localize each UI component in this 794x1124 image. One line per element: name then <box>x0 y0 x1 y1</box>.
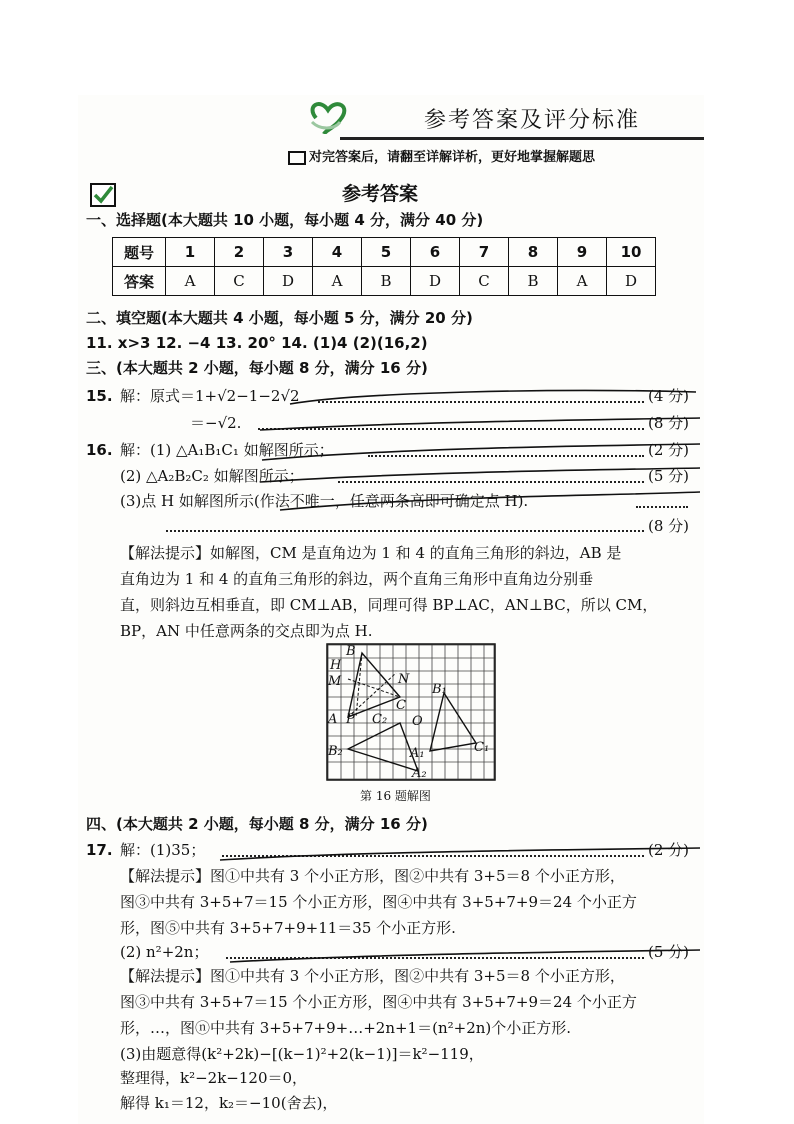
label-a: A <box>328 712 338 727</box>
q15-line1: 解：原式＝1+√2−1−2√2 <box>120 387 300 405</box>
table-cell: D <box>607 267 656 296</box>
table-cell: 9 <box>558 238 607 267</box>
table-cell: 6 <box>411 238 460 267</box>
part1-heading: 一、选择题(本大题共 10 小题，每小题 4 分，满分 40 分) <box>86 211 484 229</box>
table-cell: C <box>215 267 264 296</box>
q16-score2: (5 分) <box>648 467 690 485</box>
table-row-numbers <box>113 238 656 267</box>
q17-line1: 解：(1)35； <box>120 841 206 859</box>
banner-note-text: 对完答案后，请翻至详解详析，更好地掌握解题思 <box>309 150 596 165</box>
banner-title: 参考答案及评分标准 <box>424 108 641 133</box>
q16-score3: (8 分) <box>648 517 690 535</box>
q15-score2: (8 分) <box>648 414 690 432</box>
q15-label: 15. <box>86 387 113 405</box>
q17-hint1-line: 形，图⑤中共有 3+5+7+9+11＝35 个小正方形. <box>120 919 456 937</box>
q15-line2: ＝−√2. <box>190 414 242 432</box>
table-cell: 5 <box>362 238 411 267</box>
q17-hint1-line: 【解法提示】图①中共有 3 个小正方形，图②中共有 3+5＝8 个小正方形， <box>120 867 625 885</box>
table-cell: D <box>264 267 313 296</box>
table-header-answer: 答案 <box>113 267 166 296</box>
q17-line2: (2) n²+2n； <box>120 943 209 961</box>
table-cell: 1 <box>166 238 215 267</box>
table-cell: A <box>166 267 215 296</box>
leader-dots <box>258 428 644 430</box>
label-c: C <box>396 698 406 713</box>
label-m: M <box>328 674 342 689</box>
q17-label: 17. <box>86 841 113 859</box>
fill-blank-answers: 11. x>3 12. −4 13. 20° 14. (1)4 (2)(16,2) <box>86 334 428 352</box>
altitude-bp <box>356 653 362 717</box>
leader-dots <box>166 530 644 532</box>
label-o: O <box>412 714 423 729</box>
altitude-an <box>348 673 396 717</box>
q17-hint2-line: 图③中共有 3+5+7＝15 个小正方形，图④中共有 3+5+7+9＝24 个小正方 <box>120 993 637 1011</box>
check-icon <box>90 183 116 207</box>
q16-hint-line: 直角边为 1 和 4 的直角三角形的斜边，两个直角三角形中直角边分别垂 <box>120 570 594 588</box>
q16-solution-figure <box>326 643 496 781</box>
q16-hint-line: 直，则斜边互相垂直，即 CM⊥AB，同理可得 BP⊥AC，AN⊥BC，所以 CM， <box>120 596 658 614</box>
q17-hint1-line: 图③中共有 3+5+7＝15 个小正方形，图④中共有 3+5+7+9＝24 个小正方 <box>120 893 637 911</box>
table-row-answers <box>113 267 656 296</box>
table-cell: C <box>460 267 509 296</box>
q16-label: 16. <box>86 441 113 459</box>
label-b2: B₂ <box>328 744 343 759</box>
part4-heading: 四、(本大题共 2 小题，每小题 8 分，满分 16 分) <box>86 815 428 833</box>
q16-score1: (2 分) <box>648 441 690 459</box>
q17-line4: 整理得，k²−2k−120＝0， <box>120 1069 308 1087</box>
leader-dots <box>226 957 644 959</box>
table-cell: 4 <box>313 238 362 267</box>
q17-line3: (3)由题意得(k²+2k)−[(k−1)²+2(k−1)]＝k²−119， <box>120 1045 484 1063</box>
leader-dots <box>222 855 644 857</box>
q17-score1: (2 分) <box>648 841 690 859</box>
q16-line3: (3)点 H 如解图所示(作法不唯一，任意两条高即可确定点 H). <box>120 492 529 510</box>
q17-line5: 解得 k₁＝12，k₂＝−10(舍去)， <box>120 1094 338 1112</box>
table-cell: B <box>509 267 558 296</box>
table-cell: A <box>313 267 362 296</box>
table-cell: 10 <box>607 238 656 267</box>
q16-line1: 解：(1) △A₁B₁C₁ 如解图所示； <box>120 441 334 459</box>
table-cell: D <box>411 267 460 296</box>
q16-hint-line: BP，AN 中任意两条的交点即为点 H. <box>120 622 373 640</box>
table-cell: 2 <box>215 238 264 267</box>
answer-table <box>112 237 656 296</box>
label-a1: A₁ <box>410 746 425 761</box>
table-cell: 8 <box>509 238 558 267</box>
leader-dots <box>318 401 644 403</box>
q15-score1: (4 分) <box>648 387 690 405</box>
label-b: B <box>346 644 356 659</box>
q17-hint2-line: 【解法提示】图①中共有 3 个小正方形，图②中共有 3+5＝8 个小正方形， <box>120 967 625 985</box>
label-h: H <box>330 658 342 673</box>
q17-score2: (5 分) <box>648 943 690 961</box>
banner-note <box>288 148 595 168</box>
table-cell: 7 <box>460 238 509 267</box>
label-a2: A₂ <box>412 766 427 781</box>
section-title: 参考答案 <box>342 183 419 205</box>
leader-dots <box>338 481 644 483</box>
table-cell: B <box>362 267 411 296</box>
triangle-a2b2c2 <box>348 723 418 771</box>
part3-heading: 三、(本大题共 2 小题，每小题 8 分，满分 16 分) <box>86 359 428 377</box>
q16-hint-line: 【解法提示】如解图，CM 是直角边为 1 和 4 的直角三角形的斜边，AB 是 <box>120 544 622 562</box>
triangle-abc <box>348 653 400 717</box>
leader-dots <box>368 455 644 457</box>
label-n: N <box>398 672 410 687</box>
table-header-number: 题号 <box>113 238 166 267</box>
q16-line2: (2) △A₂B₂C₂ 如解图所示； <box>120 467 304 485</box>
label-b1: B₁ <box>432 682 447 697</box>
q17-hint2-line: 形，…，图ⓝ中共有 3+5+7+9+…+2n+1＝(n²+2n)个小正方形. <box>120 1019 572 1037</box>
label-c2: C₂ <box>372 712 388 727</box>
label-c1: C₁ <box>474 740 490 755</box>
part2-heading: 二、填空题(本大题共 4 小题，每小题 5 分，满分 20 分) <box>86 309 473 327</box>
label-p: P <box>346 712 355 727</box>
table-cell: A <box>558 267 607 296</box>
leader-dots <box>636 506 688 508</box>
banner-underline <box>340 137 704 140</box>
figure-caption: 第 16 题解图 <box>360 789 431 803</box>
table-cell: 3 <box>264 238 313 267</box>
arrow-note-icon <box>288 151 306 165</box>
triangle-a1b1c1 <box>430 693 476 751</box>
